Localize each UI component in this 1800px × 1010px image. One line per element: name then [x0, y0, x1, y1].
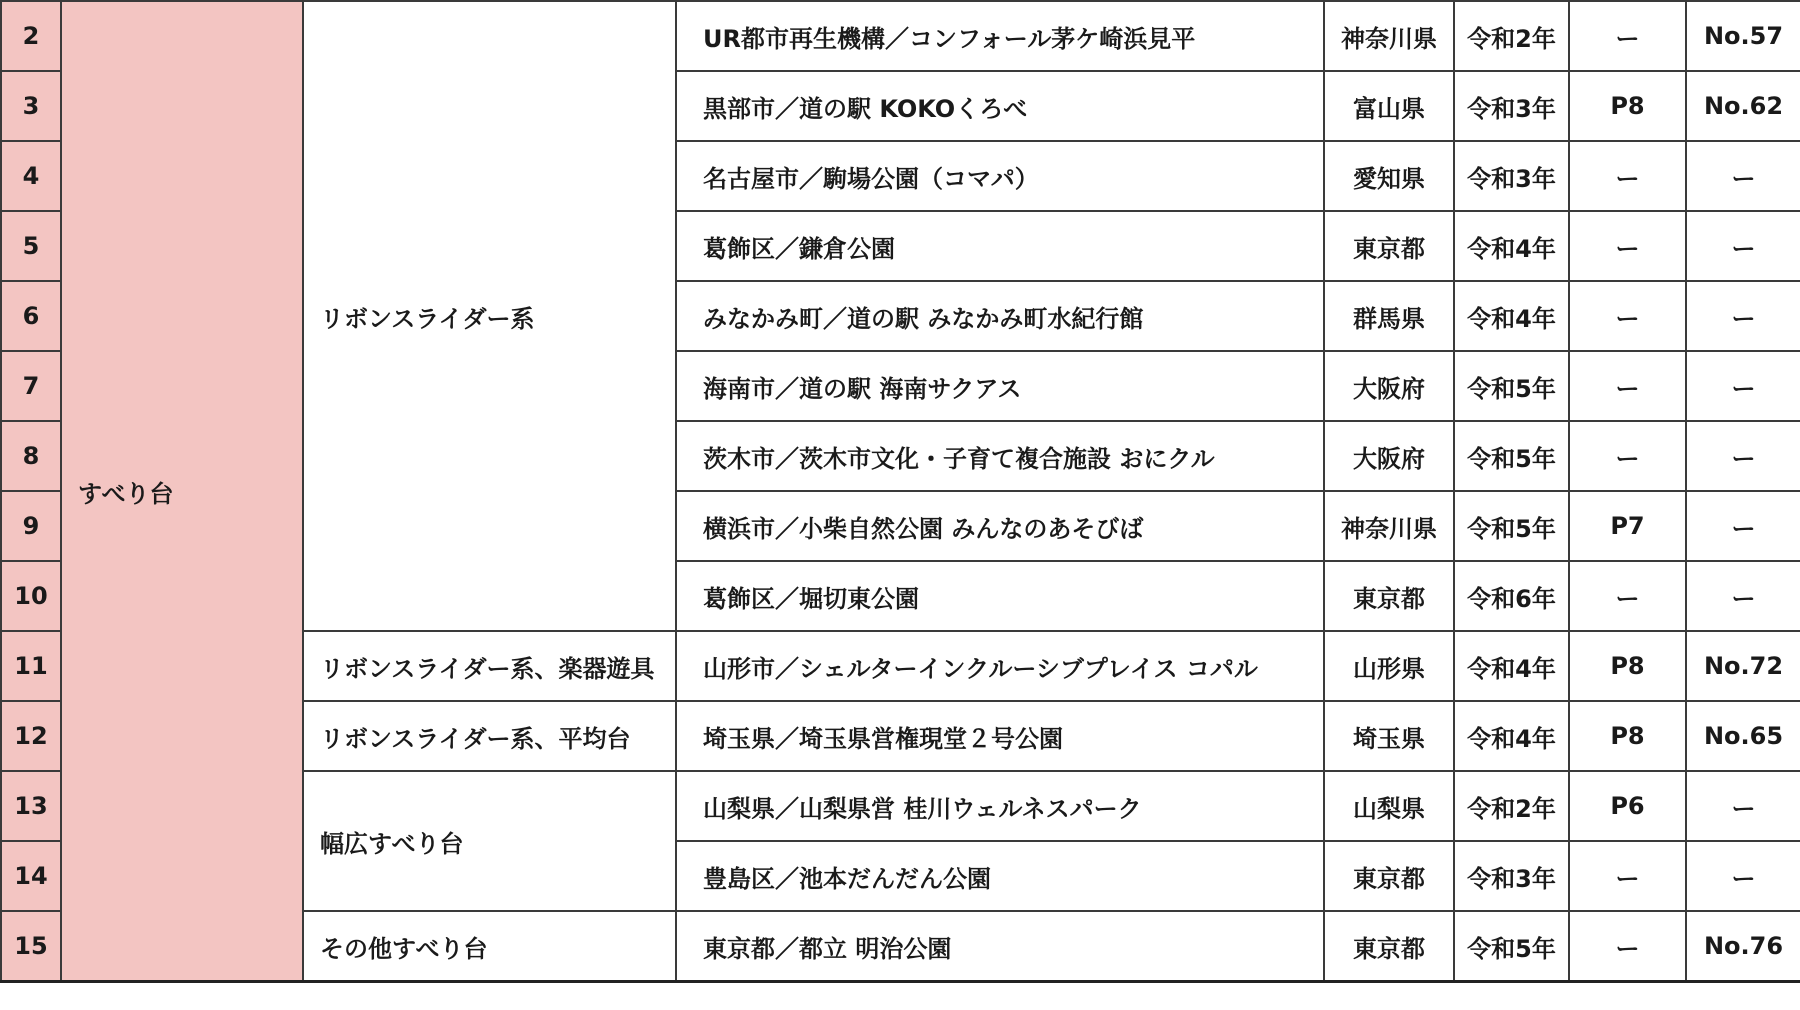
facility-name: 名古屋市／駒場公園（コマパ）	[676, 141, 1324, 211]
year-cell: 令和4年	[1454, 701, 1569, 771]
row-number: 12	[1, 701, 61, 771]
subcategory-cell: 幅広すべり台	[303, 771, 676, 911]
page-cell: ー	[1569, 1, 1686, 71]
year-cell: 令和4年	[1454, 281, 1569, 351]
row-number: 7	[1, 351, 61, 421]
subcategory-cell: その他すべり台	[303, 911, 676, 982]
reference-cell: ー	[1686, 141, 1800, 211]
page-cell: ー	[1569, 281, 1686, 351]
row-number: 6	[1, 281, 61, 351]
reference-cell: No.65	[1686, 701, 1800, 771]
reference-cell: ー	[1686, 841, 1800, 911]
page-cell: P6	[1569, 771, 1686, 841]
year-cell: 令和5年	[1454, 421, 1569, 491]
facility-name: 横浜市／小柴自然公園 みんなのあそびば	[676, 491, 1324, 561]
row-number: 4	[1, 141, 61, 211]
row-number: 3	[1, 71, 61, 141]
subcategory-cell: リボンスライダー系、平均台	[303, 701, 676, 771]
year-cell: 令和2年	[1454, 771, 1569, 841]
reference-cell: ー	[1686, 421, 1800, 491]
reference-cell: ー	[1686, 491, 1800, 561]
row-number: 9	[1, 491, 61, 561]
prefecture-cell: 東京都	[1324, 561, 1454, 631]
reference-cell: No.57	[1686, 1, 1800, 71]
prefecture-cell: 大阪府	[1324, 351, 1454, 421]
page-cell: ー	[1569, 351, 1686, 421]
page-cell: P7	[1569, 491, 1686, 561]
page-cell: ー	[1569, 141, 1686, 211]
prefecture-cell: 大阪府	[1324, 421, 1454, 491]
prefecture-cell: 東京都	[1324, 911, 1454, 982]
page-cell: P8	[1569, 701, 1686, 771]
prefecture-cell: 神奈川県	[1324, 491, 1454, 561]
category-cell: すべり台	[61, 1, 303, 982]
page-cell: ー	[1569, 841, 1686, 911]
facility-name: 埼玉県／埼玉県営権現堂２号公園	[676, 701, 1324, 771]
page-cell: ー	[1569, 211, 1686, 281]
row-number: 15	[1, 911, 61, 982]
row-number: 13	[1, 771, 61, 841]
facility-name: 豊島区／池本だんだん公園	[676, 841, 1324, 911]
page-cell: ー	[1569, 421, 1686, 491]
prefecture-cell: 東京都	[1324, 211, 1454, 281]
prefecture-cell: 東京都	[1324, 841, 1454, 911]
year-cell: 令和3年	[1454, 71, 1569, 141]
year-cell: 令和3年	[1454, 141, 1569, 211]
prefecture-cell: 愛知県	[1324, 141, 1454, 211]
row-number: 5	[1, 211, 61, 281]
reference-cell: ー	[1686, 281, 1800, 351]
table-row	[1, 1, 1800, 71]
page-cell: ー	[1569, 561, 1686, 631]
subcategory-cell: リボンスライダー系	[303, 1, 676, 631]
year-cell: 令和6年	[1454, 561, 1569, 631]
subcategory-cell: リボンスライダー系、楽器遊具	[303, 631, 676, 701]
facility-name: 茨木市／茨木市文化・子育て複合施設 おにクル	[676, 421, 1324, 491]
year-cell: 令和3年	[1454, 841, 1569, 911]
prefecture-cell: 山形県	[1324, 631, 1454, 701]
page-cell: P8	[1569, 71, 1686, 141]
page-cell: P8	[1569, 631, 1686, 701]
reference-cell: ー	[1686, 351, 1800, 421]
prefecture-cell: 富山県	[1324, 71, 1454, 141]
facility-name: 山形市／シェルターインクルーシブプレイス コパル	[676, 631, 1324, 701]
facility-name: 海南市／道の駅 海南サクアス	[676, 351, 1324, 421]
row-number: 2	[1, 1, 61, 71]
facility-name: みなかみ町／道の駅 みなかみ町水紀行館	[676, 281, 1324, 351]
prefecture-cell: 埼玉県	[1324, 701, 1454, 771]
row-number: 14	[1, 841, 61, 911]
facility-name: 山梨県／山梨県営 桂川ウェルネスパーク	[676, 771, 1324, 841]
facility-name: UR都市再生機構／コンフォール茅ケ崎浜見平	[676, 1, 1324, 71]
row-number: 10	[1, 561, 61, 631]
year-cell: 令和4年	[1454, 211, 1569, 281]
facility-name: 東京都／都立 明治公園	[676, 911, 1324, 982]
facility-name: 葛飾区／鎌倉公園	[676, 211, 1324, 281]
prefecture-cell: 群馬県	[1324, 281, 1454, 351]
year-cell: 令和5年	[1454, 351, 1569, 421]
year-cell: 令和5年	[1454, 911, 1569, 982]
row-number: 8	[1, 421, 61, 491]
year-cell: 令和2年	[1454, 1, 1569, 71]
facility-name: 葛飾区／堀切東公園	[676, 561, 1324, 631]
reference-cell: ー	[1686, 771, 1800, 841]
prefecture-cell: 神奈川県	[1324, 1, 1454, 71]
reference-cell: No.72	[1686, 631, 1800, 701]
reference-cell: ー	[1686, 561, 1800, 631]
year-cell: 令和4年	[1454, 631, 1569, 701]
page-cell: ー	[1569, 911, 1686, 982]
reference-cell: ー	[1686, 211, 1800, 281]
row-number: 11	[1, 631, 61, 701]
prefecture-cell: 山梨県	[1324, 771, 1454, 841]
facility-name: 黒部市／道の駅 KOKOくろべ	[676, 71, 1324, 141]
reference-cell: No.76	[1686, 911, 1800, 982]
reference-cell: No.62	[1686, 71, 1800, 141]
year-cell: 令和5年	[1454, 491, 1569, 561]
